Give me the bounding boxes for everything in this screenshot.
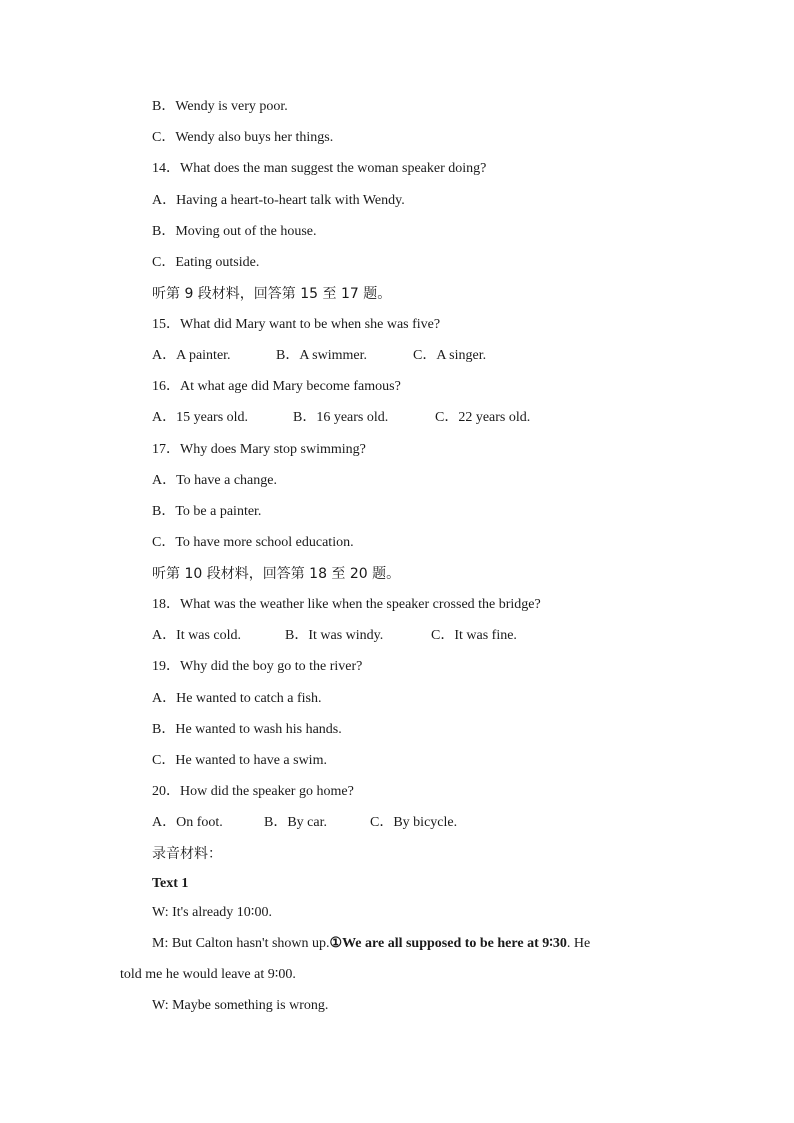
q15-option-a: A．A painter. xyxy=(152,348,231,363)
section-10-heading: 听第 10 段材料，回答第 18 至 20 题。 xyxy=(152,566,401,582)
q20-option-c: C．By bicycle. xyxy=(370,815,458,830)
q15-option-b: B．A swimmer. xyxy=(276,348,368,363)
q20-question: 20．How did the speaker go home? xyxy=(152,784,354,799)
q16-options xyxy=(152,409,530,427)
q16-question: 16．At what age did Mary become famous? xyxy=(152,379,401,394)
q17-option-a: A．To have a change. xyxy=(152,473,277,488)
transcript-w2: W: Maybe something is wrong. xyxy=(152,998,329,1013)
q14-question: 14．What does the man suggest the woman speaker doing? xyxy=(152,161,487,176)
q14-option-c: C．Eating outside. xyxy=(152,255,260,270)
text1-title: Text 1 xyxy=(152,876,189,891)
q20-option-a: A．On foot. xyxy=(152,815,223,830)
q18-question: 18．What was the weather like when the speaker crossed the bridge? xyxy=(152,597,541,612)
q19-option-c: C．He wanted to have a swim. xyxy=(152,753,327,768)
q19-question: 19．Why did the boy go to the river? xyxy=(152,659,363,674)
q20-option-b: B．By car. xyxy=(264,815,327,830)
transcript-w1: W: It's already 10∶00. xyxy=(152,905,272,920)
transcript-m1-start: M: But Calton hasn't shown up. xyxy=(152,936,330,951)
transcript-heading: 录音材料： xyxy=(152,846,222,862)
q18-option-c: C．It was fine. xyxy=(431,628,517,643)
q18-option-b: B．It was windy. xyxy=(285,628,384,643)
transcript-m1-end: . He xyxy=(566,936,591,951)
q17-question: 17．Why does Mary stop swimming? xyxy=(152,442,366,457)
q14-option-a: A．Having a heart-to-heart talk with Wendy. xyxy=(152,193,405,208)
q13-option-c: C．Wendy also buys her things. xyxy=(152,130,334,145)
q14-option-b: B．Moving out of the house. xyxy=(152,224,317,239)
transcript-m1 xyxy=(152,935,590,953)
q20-options xyxy=(152,814,457,832)
q15-options xyxy=(152,347,486,365)
transcript-m1-continued: told me he would leave at 9∶00. xyxy=(120,967,296,982)
q15-question: 15．What did Mary want to be when she was five? xyxy=(152,317,441,332)
q18-option-a: A．It was cold. xyxy=(152,628,242,643)
q16-option-a: A．15 years old. xyxy=(152,410,249,425)
q16-option-c: C．22 years old. xyxy=(435,410,531,425)
section-9-heading: 听第 9 段材料，回答第 15 至 17 题。 xyxy=(152,286,392,302)
q18-options xyxy=(152,627,517,645)
q19-option-a: A．He wanted to catch a fish. xyxy=(152,691,322,706)
q13-option-b: B．Wendy is very poor. xyxy=(152,99,288,114)
q16-option-b: B．16 years old. xyxy=(293,410,389,425)
q17-option-c: C．To have more school education. xyxy=(152,535,354,550)
q17-option-b: B．To be a painter. xyxy=(152,504,262,519)
q19-option-b: B．He wanted to wash his hands. xyxy=(152,722,342,737)
q15-option-c: C．A singer. xyxy=(413,348,487,363)
transcript-m1-highlight: ①We are all supposed to be here at 9∶30 xyxy=(329,936,567,951)
